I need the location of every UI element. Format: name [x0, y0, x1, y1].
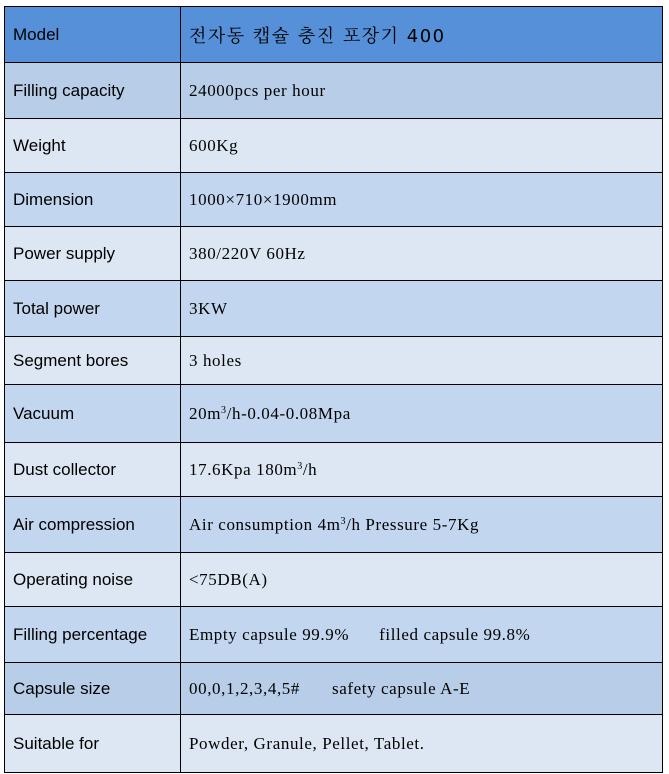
superscript: 3 [221, 404, 227, 416]
table-row [5, 663, 663, 715]
row-label: Vacuum [5, 385, 181, 443]
superscript: 3 [340, 515, 347, 527]
table-row [5, 119, 663, 173]
row-label: Segment bores [5, 337, 181, 385]
value-text: /h [302, 459, 318, 479]
table-row [5, 173, 663, 227]
value-text: 20m [189, 403, 222, 423]
row-value: 600Kg [181, 119, 663, 173]
table-row [5, 715, 663, 773]
table-row [5, 607, 663, 663]
row-label: Operating noise [5, 553, 181, 607]
row-value [181, 607, 663, 663]
value-text: /h-0.04-0.08Mpa [226, 403, 351, 423]
row-label: Air compression [5, 497, 181, 553]
value-text: filled capsule 99.8% [379, 624, 531, 644]
row-label: Dust collector [5, 443, 181, 497]
value-text: Empty capsule 99.9% [189, 624, 350, 644]
row-label: Power supply [5, 227, 181, 281]
row-value: Powder, Granule, Pellet, Tablet. [181, 715, 663, 773]
table-row [5, 443, 663, 497]
row-value: 24000pcs per hour [181, 63, 663, 119]
row-value: 3 holes [181, 337, 663, 385]
row-value: 380/220V 60Hz [181, 227, 663, 281]
spec-table [4, 6, 663, 773]
table-row [5, 553, 663, 607]
row-value [181, 663, 663, 715]
row-value: 1000×710×1900mm [181, 173, 663, 227]
row-value [181, 497, 663, 553]
value-text: /h Pressure 5-7Kg [346, 514, 480, 534]
table-row [5, 385, 663, 443]
value-text: Air consumption 4m [189, 514, 341, 534]
table-row [5, 281, 663, 337]
value-text: 00,0,1,2,3,4,5# [189, 678, 300, 698]
row-label: Dimension [5, 173, 181, 227]
table-row [5, 63, 663, 119]
model-value: 전자동 캡슐 충진 포장기 400 [181, 7, 663, 63]
table-row [5, 7, 663, 63]
row-label: Suitable for [5, 715, 181, 773]
row-value [181, 385, 663, 443]
table-row [5, 337, 663, 385]
row-label: Weight [5, 119, 181, 173]
table-row [5, 227, 663, 281]
row-value: <75DB(A) [181, 553, 663, 607]
value-text: 17.6Kpa 180m [189, 459, 298, 479]
model-label: Model [5, 7, 181, 63]
row-label: Filling capacity [5, 63, 181, 119]
row-label: Filling percentage [5, 607, 181, 663]
row-value [181, 443, 663, 497]
row-label: Capsule size [5, 663, 181, 715]
table-row [5, 497, 663, 553]
row-label: Total power [5, 281, 181, 337]
value-text: safety capsule A-E [332, 678, 471, 698]
superscript: 3 [297, 460, 303, 472]
row-value: 3KW [181, 281, 663, 337]
